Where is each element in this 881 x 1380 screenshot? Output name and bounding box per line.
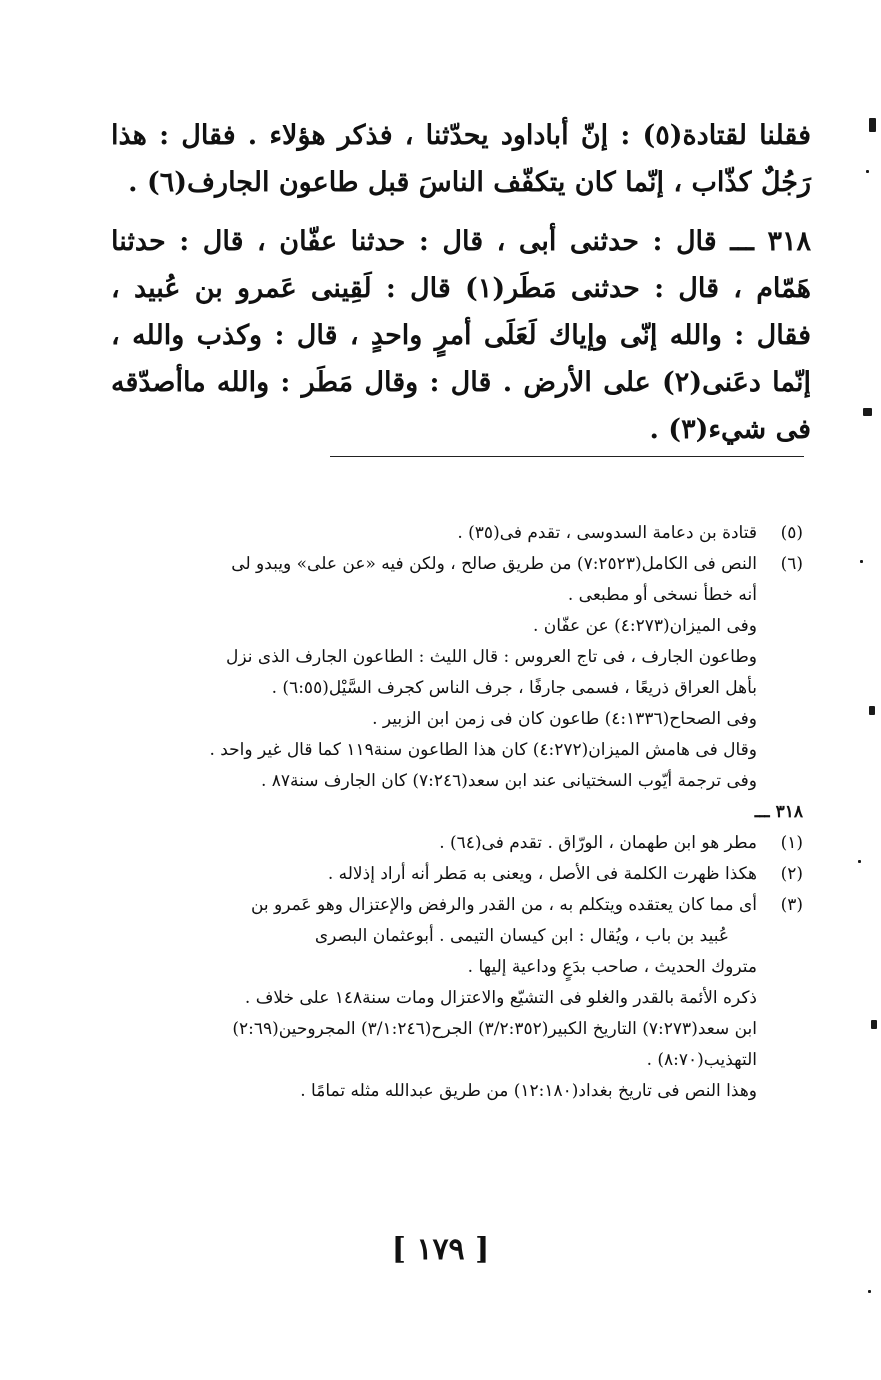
footnote-line: ابن سعد(٧:٢٧٣) التاريخ الكبير(٣/٢:٣٥٢) الجرح(٣/١:٢٤٦) المجروحين(٢:٦٩)	[232, 1019, 757, 1039]
footnote-body	[123, 518, 757, 549]
footnotes	[123, 518, 803, 1107]
footnote-body	[123, 828, 757, 859]
footnote-section-heading: ٣١٨ ـــ	[754, 802, 803, 822]
main-paragraph-2	[111, 218, 811, 453]
footnote-number: (٥)	[780, 523, 803, 543]
footnote	[123, 828, 803, 859]
footnote-line: قتادة بن دعامة السدوسى ، تقدم فى(٣٥) .	[457, 523, 757, 543]
footnote-line: وقال فى هامش الميزان(٤:٢٧٢) كان هذا الطاعون سنة١١٩ كما قال غير واحد .	[209, 740, 757, 760]
footnote-body	[123, 859, 757, 890]
footnote-number: (٢)	[780, 864, 803, 884]
footnote-line: وهذا النص فى تاريخ بغداد(١٢:١٨٠) من طريق عبدالله مثله تمامًا .	[300, 1081, 757, 1101]
scan-edge-mark	[868, 1290, 871, 1293]
footnote-body	[123, 549, 757, 797]
footnote-line: هكذا ظهرت الكلمة فى الأصل ، ويعنى به مَطر أنه أراد إذلاله .	[327, 864, 757, 884]
footnote	[123, 518, 803, 549]
page-number: [ ١٧٩ ]	[391, 1232, 490, 1267]
scan-edge-mark	[871, 1020, 877, 1029]
hadith-text: قال : حدثنى أبى ، قال : حدثنا عفّان ، قال : حدثنا هَمّام ، قال : حدثنى مَطَر(١) قال : لَقِينى عَمرو بن عُبيد ، فقال : والله إنّى وإياك لَعَلَى أمرٍ واحدٍ ، قال : وكذب والله ، إنّما دعَنى(٢) على الأرض . قال : وقال مَطَر : والله ماأصدّقه فى شيء(٣) .	[111, 226, 811, 445]
footnote-line: عُبيد بن باب ، ويُقال : ابن كيسان التيمى . أبوعثمان البصرى	[314, 926, 729, 946]
footnote-line: وطاعون الجارف ، فى تاج العروس : قال الليث : الطاعون الجارف الذى نزل	[226, 647, 757, 667]
scan-edge-mark	[869, 706, 875, 715]
main-paragraph-1: فقلنا لقتادة(٥) : إنّ أباداود يحدّثنا ، فذكر هؤلاء . فقال : هذا رَجُلٌ كذّاب ، إنّما كان يتكفّف الناسَ قبل طاعون الجارف(٦) .	[111, 120, 811, 198]
footnote-line: وفى الميزان(٤:٢٧٣) عن عفّان .	[532, 616, 757, 636]
scan-edge-mark	[858, 860, 861, 863]
scan-edge-mark	[866, 170, 869, 173]
footnote-line: وفى ترجمة أيّوب السختيانى عند ابن سعد(٧:٢٤٦) كان الجارف سنة٨٧ .	[260, 771, 757, 791]
footnote-body	[123, 890, 757, 1107]
footnote	[123, 890, 803, 1107]
footnote-number: (١)	[780, 833, 803, 853]
scan-edge-mark	[860, 560, 863, 563]
scan-edge-mark	[869, 118, 876, 132]
footnote-number: (٦)	[780, 554, 803, 574]
footnote-line: أنه خطأ نسخى أو مطبعى .	[567, 585, 757, 605]
footnote	[123, 549, 803, 797]
footnote-line: التهذيب(٨:٧٠) .	[646, 1050, 757, 1070]
footnote-line: ذكره الأئمة بالقدر والغلو فى التشيّع والاعتزال ومات سنة١٤٨ على خلاف .	[244, 988, 757, 1008]
footnote-number: (٣)	[780, 895, 803, 915]
hadith-number: ٣١٨ ـــ	[730, 226, 811, 257]
footnote-line: أى مما كان يعتقده ويتكلم به ، من القدر والرفض والإعتزال وهو عَمرو بن	[250, 895, 757, 915]
footnote-separator	[330, 456, 804, 457]
footnote	[123, 859, 803, 890]
footnote-line: مطر هو ابن طهمان ، الورّاق . تقدم فى(٦٤) .	[439, 833, 757, 853]
main-text	[111, 112, 811, 453]
footnote-line: وفى الصحاح(٤:١٣٣٦) طاعون كان فى زمن ابن الزبير .	[372, 709, 757, 729]
footnote-line: متروك الحديث ، صاحب بدَعٍ وداعية إليها .	[467, 957, 757, 977]
scan-edge-mark	[863, 408, 872, 416]
footnote-line: بأهل العراق ذريعًا ، فسمى جارفًا ، جرف الناس كجرف السَّيْل(٦:٥٥) .	[271, 678, 757, 698]
footnote-line: النص فى الكامل(٧:٢٥٢٣) من طريق صالح ، ولكن فيه «عن على» ويبدو لى	[231, 554, 757, 574]
